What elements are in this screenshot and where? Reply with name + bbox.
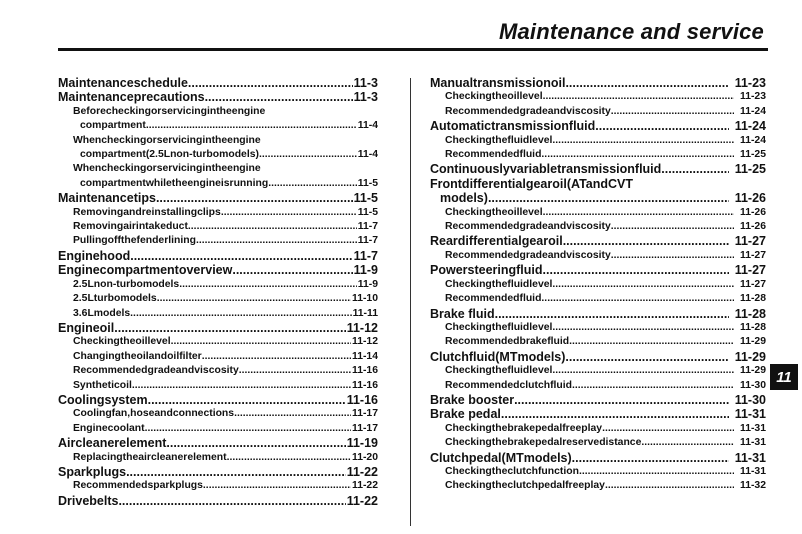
toc-page-number: 11-7	[357, 235, 378, 247]
toc-dot-leader	[611, 105, 734, 119]
toc-entry[interactable]	[58, 436, 378, 450]
toc-page-number: 11-12	[346, 320, 378, 335]
toc-entry[interactable]	[430, 451, 766, 465]
toc-entry-title: Checkingtheoillevel	[445, 206, 543, 218]
toc-dot-leader	[145, 422, 351, 436]
toc-entry-title: Syntheticoil	[73, 379, 132, 391]
toc-page-number: 11-3	[353, 76, 378, 90]
toc-entry-title: Checkingthefluidlevel	[445, 321, 553, 333]
toc-entry[interactable]	[58, 335, 378, 349]
toc-page-number: 11-28	[739, 293, 766, 305]
toc-page-number: 11-7	[357, 221, 378, 233]
toc-dot-leader	[565, 350, 728, 364]
column-divider	[410, 78, 411, 526]
toc-page-number: 11-20	[351, 451, 378, 463]
toc-entry-title: Recommendedgradeandviscosity	[445, 249, 611, 261]
toc-entry-title: Checkingthefluidlevel	[445, 365, 553, 377]
toc-dot-leader	[239, 364, 351, 378]
toc-page-number: 11-16	[346, 392, 378, 407]
toc-entry-title: Aircleanerelement	[58, 436, 167, 451]
toc-entry-title: Recommendedclutchfluid	[445, 379, 573, 391]
toc-page-number: 11-19	[346, 436, 378, 451]
toc-page-number: 11-22	[346, 464, 378, 479]
toc-entry-title: Checkingthebrakepedalreservedistance	[445, 437, 642, 449]
toc-page-number: 11-3	[353, 90, 378, 105]
toc-dot-leader	[543, 90, 734, 104]
toc-page-number: 11-5	[353, 191, 378, 206]
toc-dot-leader	[552, 134, 734, 148]
toc-entry-title: Checkingthebrakepedalfreeplay	[445, 422, 603, 434]
toc-entry-title: Recommendedfluid	[445, 149, 542, 161]
toc-dot-leader	[234, 407, 351, 421]
toc-dot-leader	[641, 436, 734, 450]
toc-entry[interactable]	[430, 90, 766, 104]
toc-page-number: 11-27	[734, 263, 766, 278]
toc-dot-leader	[126, 465, 346, 479]
toc-page-number: 11-24	[739, 134, 766, 146]
toc-entry-title: Engineoil	[58, 320, 115, 335]
toc-entry[interactable]	[58, 350, 378, 364]
toc-dot-leader	[232, 263, 352, 277]
toc-page-number: 11-24	[739, 105, 766, 117]
toc-entry-title: Checkingthefluidlevel	[445, 278, 553, 290]
toc-page-number: 11-9	[353, 263, 378, 278]
toc-entry-title: Brake fluid	[430, 306, 495, 321]
toc-dot-leader	[569, 335, 734, 349]
page-title: Maintenance and service	[498, 19, 764, 44]
toc-page-number: 11-16	[351, 365, 378, 377]
toc-entry-title: Maintenanceprecautions	[58, 90, 205, 105]
toc-page-number: 11-25	[739, 149, 766, 161]
toc-dot-leader	[595, 119, 728, 133]
chapter-tab[interactable]: 11	[770, 364, 798, 390]
toc-page-number: 11-22	[351, 480, 378, 492]
toc-page-number: 11-32	[739, 480, 766, 492]
toc-entry-title: compartment	[80, 120, 146, 132]
toc-entry-title: Enginecompartmentoverview	[58, 263, 233, 278]
toc-entry-title: Enginecoolant	[73, 422, 145, 434]
toc-left-column	[58, 76, 378, 508]
toc-entry-title: Checkingthefluidlevel	[445, 134, 553, 146]
toc-dot-leader	[227, 451, 351, 465]
toc-entry-title: compartmentwhiletheengineisrunning	[80, 177, 269, 189]
toc-entry-title: Recommendedgradeandviscosity	[445, 221, 611, 233]
toc-entry-title: Reardifferentialgearoil	[430, 234, 563, 249]
toc-page-number: 11-27	[739, 278, 766, 290]
toc-dot-leader	[572, 451, 729, 465]
toc-dot-leader	[221, 206, 357, 220]
toc-dot-leader	[171, 335, 351, 349]
toc-entry[interactable]	[58, 364, 378, 378]
toc-entry[interactable]	[58, 177, 378, 191]
toc-page-number: 11-31	[734, 407, 766, 422]
toc-entry-title: compartment(2.5Lnon-turbomodels)	[80, 149, 259, 161]
toc-page-number: 11-31	[739, 437, 766, 449]
toc-entry[interactable]	[58, 220, 378, 234]
toc-entry[interactable]	[430, 479, 766, 493]
toc-page-number: 11-17	[351, 422, 378, 434]
toc-dot-leader	[514, 393, 729, 407]
toc-entry-title: Powersteeringfluid	[430, 263, 543, 278]
toc-page-number: 11-9	[357, 278, 378, 290]
toc-dot-leader	[130, 307, 351, 321]
toc-entry[interactable]	[430, 379, 766, 393]
toc-entry-title: Recommendedsparkplugs	[73, 480, 203, 492]
toc-entry-title: Manualtransmissionoil	[430, 76, 566, 90]
toc-entry[interactable]	[58, 422, 378, 436]
toc-dot-leader	[118, 494, 345, 508]
toc-entry[interactable]	[430, 436, 766, 450]
toc-dot-leader	[605, 479, 734, 493]
toc-page-number: 11-22	[346, 493, 378, 508]
toc-entry[interactable]	[430, 292, 766, 306]
toc-dot-leader	[166, 436, 345, 450]
toc-entry[interactable]	[430, 134, 766, 148]
toc-entry-title: Checkingtheoillevel	[445, 91, 543, 103]
toc-page-number: 11-14	[351, 350, 378, 362]
toc-entry[interactable]	[58, 379, 378, 393]
toc-entry-title: Clutchfluid(MTmodels)	[430, 349, 566, 364]
toc-entry[interactable]	[430, 307, 766, 321]
toc-dot-leader	[268, 177, 357, 191]
toc-page-number: 11-31	[739, 465, 766, 477]
toc-dot-leader	[205, 90, 353, 104]
toc-entry-title: 2.5Lturbomodels	[73, 293, 157, 305]
toc-entry[interactable]	[58, 134, 378, 148]
toc-entry-title: Enginehood	[58, 248, 131, 263]
toc-page-number: 11-25	[734, 162, 766, 177]
toc-entry[interactable]	[58, 148, 378, 162]
toc-dot-leader	[541, 148, 734, 162]
toc-entry-title: Coolingfan,hoseandconnections	[73, 408, 235, 420]
toc-entry[interactable]	[58, 76, 378, 90]
toc-entry[interactable]	[58, 451, 378, 465]
toc-dot-leader	[579, 465, 734, 479]
toc-dot-leader	[611, 249, 734, 263]
toc-dot-leader	[552, 321, 734, 335]
toc-dot-leader	[156, 191, 353, 205]
toc-page-number: 11-23	[739, 91, 766, 103]
toc-entry-title: 3.6Lmodels	[73, 307, 131, 319]
toc-entry[interactable]	[58, 191, 378, 205]
toc-entry[interactable]	[58, 465, 378, 479]
toc-entry[interactable]	[58, 206, 378, 220]
toc-page-number: 11-11	[352, 307, 378, 319]
toc-entry[interactable]	[430, 335, 766, 349]
toc-entry[interactable]	[58, 105, 378, 119]
toc-page-number: 11-31	[734, 450, 766, 465]
toc-page-number: 11-29	[739, 365, 766, 377]
toc-page-number: 11-29	[734, 349, 766, 364]
toc-page-number: 11-26	[739, 221, 766, 233]
toc-dot-leader	[130, 249, 352, 263]
toc-page-number: 11-7	[353, 248, 378, 263]
toc-dot-leader	[602, 422, 734, 436]
toc-page-number: 11-17	[351, 408, 378, 420]
toc-dot-leader	[146, 119, 357, 133]
toc-dot-leader	[202, 350, 351, 364]
toc-entry[interactable]	[430, 278, 766, 292]
toc-page-number: 11-31	[739, 422, 766, 434]
toc-page-number: 11-16	[351, 379, 378, 391]
toc-entry-title: Maintenancetips	[58, 191, 156, 206]
toc-entry-title: Maintenanceschedule	[58, 76, 188, 90]
toc-entry[interactable]	[58, 162, 378, 176]
toc-entry[interactable]	[58, 234, 378, 248]
toc-entry-title: Checkingtheoillevel	[73, 336, 171, 348]
toc-entry[interactable]	[430, 234, 766, 248]
toc-entry[interactable]	[58, 292, 378, 306]
toc-entry[interactable]	[58, 278, 378, 292]
toc-entry[interactable]	[58, 494, 378, 508]
toc-page-number: 11-12	[351, 336, 378, 348]
toc-dot-leader	[543, 263, 729, 277]
toc-entry[interactable]	[58, 479, 378, 493]
toc-dot-leader	[495, 307, 729, 321]
toc-page-number: 11-27	[734, 234, 766, 249]
toc-entry[interactable]	[430, 105, 766, 119]
toc-entry[interactable]	[58, 393, 378, 407]
toc-entry[interactable]	[58, 407, 378, 421]
toc-dot-leader	[132, 379, 351, 393]
toc-entry-title: Brake booster	[430, 392, 515, 407]
toc-dot-leader	[188, 220, 357, 234]
toc-entry-title: Changingtheoilandoilfilter	[73, 350, 202, 362]
toc-entry-title: Recommendedgradeandviscosity	[73, 365, 239, 377]
toc-entry-title: Clutchpedal(MTmodels)	[430, 450, 572, 465]
toc-dot-leader	[541, 292, 734, 306]
toc-entry-title: Whencheckingorservicingintheengine	[73, 163, 261, 175]
toc-entry-title: Recommendedgradeandviscosity	[445, 105, 611, 117]
toc-entry[interactable]	[430, 407, 766, 421]
toc-entry-title: Whencheckingorservicingintheengine	[73, 134, 261, 146]
toc-entry-title: models)	[440, 191, 488, 206]
toc-page-number: 11-5	[357, 206, 378, 218]
toc-page-number: 11-30	[734, 392, 766, 407]
toc-entry-title: Checkingtheclutchpedalfreeplay	[445, 480, 605, 492]
toc-entry[interactable]	[430, 393, 766, 407]
toc-page-number: 11-29	[739, 336, 766, 348]
toc-dot-leader	[563, 234, 729, 248]
toc-entry-title: Drivebelts	[58, 493, 119, 508]
toc-dot-leader	[179, 278, 357, 292]
toc-page-number: 11-30	[739, 379, 766, 391]
toc-entry[interactable]	[430, 206, 766, 220]
toc-dot-leader	[661, 162, 728, 176]
toc-entry[interactable]	[430, 321, 766, 335]
toc-page-number: 11-5	[357, 177, 378, 189]
toc-entry[interactable]	[430, 465, 766, 479]
toc-entry[interactable]	[430, 220, 766, 234]
toc-entry[interactable]	[58, 249, 378, 263]
toc-dot-leader	[148, 393, 346, 407]
toc-entry[interactable]	[58, 321, 378, 335]
toc-entry-title: Checkingtheclutchfunction	[445, 465, 579, 477]
toc-entry-title: Replacingtheaircleanerelement	[73, 451, 227, 463]
toc-page-number: 11-4	[357, 120, 378, 132]
toc-entry[interactable]	[430, 148, 766, 162]
toc-page-number: 11-26	[734, 191, 766, 206]
toc-dot-leader	[543, 206, 734, 220]
toc-dot-leader	[501, 407, 729, 421]
toc-dot-leader	[572, 379, 734, 393]
toc-dot-leader	[114, 321, 345, 335]
toc-dot-leader	[488, 191, 729, 205]
toc-entry-title: 2.5Lnon-turbomodels	[73, 278, 180, 290]
toc-entry-title: Recommendedfluid	[445, 293, 542, 305]
toc-entry-title: Automatictransmissionfluid	[430, 119, 596, 134]
toc-page-number: 11-4	[357, 149, 378, 161]
toc-right-column	[430, 76, 766, 494]
toc-dot-leader	[611, 220, 734, 234]
toc-entry[interactable]	[430, 422, 766, 436]
toc-dot-leader	[552, 364, 734, 378]
toc-entry-title: Beforecheckingorservicingintheengine	[73, 105, 266, 117]
toc-entry-title: Recommendedbrakefluid	[445, 336, 570, 348]
toc-entry[interactable]	[430, 162, 766, 176]
toc-dot-leader	[552, 278, 734, 292]
toc-dot-leader	[188, 76, 353, 90]
toc-entry[interactable]	[430, 350, 766, 364]
toc-entry[interactable]	[430, 191, 766, 205]
toc-dot-leader	[259, 148, 357, 162]
toc-page-number: 11-10	[351, 293, 378, 305]
toc-page-number: 11-26	[739, 206, 766, 218]
toc-dot-leader	[203, 479, 351, 493]
toc-entry[interactable]	[58, 307, 378, 321]
toc-entry-title: Brake pedal	[430, 407, 501, 422]
toc-entry-title: Coolingsystem	[58, 392, 148, 407]
toc-entry[interactable]	[430, 76, 766, 90]
toc-entry-title: Continuouslyvariabletransmissionfluid	[430, 162, 662, 177]
toc-entry[interactable]	[58, 263, 378, 277]
toc-entry[interactable]	[430, 177, 766, 191]
toc-page-number: 11-27	[739, 249, 766, 261]
toc-entry[interactable]	[430, 364, 766, 378]
toc-entry-title: Sparkplugs	[58, 464, 127, 479]
toc-entry[interactable]	[58, 119, 378, 133]
toc-entry[interactable]	[58, 90, 378, 104]
header-rule	[58, 48, 768, 51]
toc-entry-title: Removingairintakeduct	[73, 221, 188, 233]
toc-entry[interactable]	[430, 119, 766, 133]
toc-dot-leader	[196, 234, 357, 248]
toc-page-number: 11-28	[734, 306, 766, 321]
toc-entry-title: Frontdifferentialgearoil(ATandCVT	[430, 176, 634, 191]
toc-entry-title: Removingandreinstallingclips	[73, 206, 221, 218]
toc-dot-leader	[565, 76, 728, 90]
toc-page-number: 11-28	[739, 321, 766, 333]
toc-dot-leader	[157, 292, 351, 306]
toc-page-number: 11-23	[734, 76, 766, 90]
toc-page-number: 11-24	[734, 119, 766, 134]
toc-entry[interactable]	[430, 263, 766, 277]
toc-entry[interactable]	[430, 249, 766, 263]
toc-entry-title: Pullingoffthefenderlining	[73, 235, 196, 247]
